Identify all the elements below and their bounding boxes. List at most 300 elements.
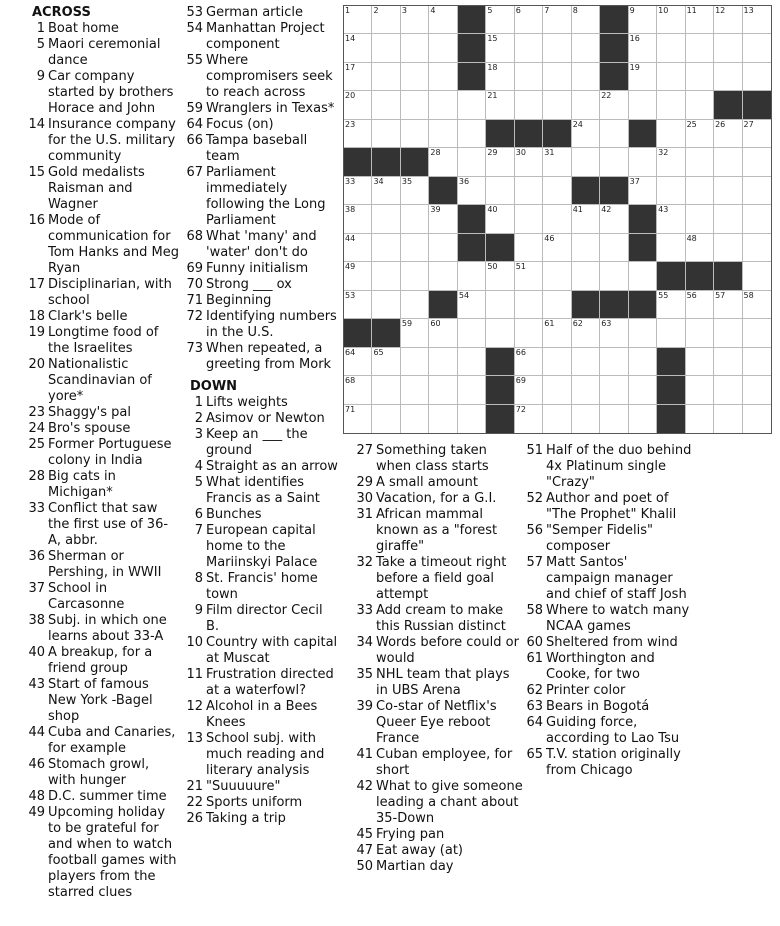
across-clue[interactable] (28, 725, 180, 757)
grid-cell[interactable] (600, 91, 628, 119)
grid-cell[interactable] (657, 234, 685, 262)
clue-text: Upcoming holiday to be grateful for and when to watch football games with players from the starred clues (48, 805, 177, 900)
grid-cell[interactable] (458, 177, 486, 205)
grid-cell[interactable] (629, 34, 657, 62)
grid-cell[interactable] (543, 348, 571, 376)
grid-cell[interactable] (429, 91, 457, 119)
down-clue[interactable] (526, 555, 694, 603)
grid-cell[interactable] (572, 6, 600, 34)
grid-cell[interactable] (543, 291, 571, 319)
grid-cell[interactable] (401, 63, 429, 91)
across-clue[interactable] (28, 165, 180, 213)
grid-cell[interactable] (543, 405, 571, 433)
grid-cell[interactable] (429, 205, 457, 233)
grid-cell[interactable] (344, 177, 372, 205)
grid-cell[interactable] (458, 291, 486, 319)
grid-cell[interactable] (458, 148, 486, 176)
grid-cell[interactable] (429, 63, 457, 91)
across-clue[interactable] (186, 309, 338, 341)
grid-cell[interactable] (401, 319, 429, 347)
grid-cell[interactable] (401, 34, 429, 62)
clue-text: What identifies Francis as a Saint (206, 475, 320, 506)
grid-cell[interactable] (686, 177, 714, 205)
across-clue[interactable] (28, 469, 180, 501)
down-clue[interactable] (186, 699, 338, 731)
grid-cell[interactable] (629, 148, 657, 176)
down-clue[interactable] (186, 395, 338, 411)
grid-cell[interactable] (429, 262, 457, 290)
clue-number: 7 (194, 523, 203, 538)
grid-cell[interactable] (743, 177, 771, 205)
grid-cell[interactable] (743, 291, 771, 319)
grid-cell[interactable] (543, 6, 571, 34)
grid-cell[interactable] (657, 177, 685, 205)
grid-cell[interactable] (515, 405, 543, 433)
grid-cell[interactable] (543, 234, 571, 262)
grid-cell[interactable] (572, 91, 600, 119)
grid-cell[interactable] (401, 91, 429, 119)
down-clue[interactable] (356, 699, 524, 747)
down-clue[interactable] (526, 635, 694, 651)
grid-cell[interactable] (486, 63, 514, 91)
grid-cell[interactable] (743, 34, 771, 62)
grid-cell[interactable] (429, 405, 457, 433)
grid-cell[interactable] (743, 234, 771, 262)
grid-cell[interactable] (344, 291, 372, 319)
down-clue[interactable] (356, 747, 524, 779)
grid-cell[interactable] (515, 63, 543, 91)
down-clue[interactable] (356, 555, 524, 603)
grid-cell[interactable] (372, 405, 400, 433)
grid-cell[interactable] (629, 177, 657, 205)
grid-cell[interactable] (401, 205, 429, 233)
grid-cell[interactable] (372, 63, 400, 91)
grid-cell[interactable] (515, 234, 543, 262)
grid-cell[interactable] (686, 405, 714, 433)
grid-cell[interactable] (686, 376, 714, 404)
down-clue[interactable] (526, 491, 694, 523)
grid-cell[interactable] (714, 348, 742, 376)
down-clue[interactable] (356, 491, 524, 507)
grid-cell[interactable] (486, 91, 514, 119)
grid-cell[interactable] (686, 234, 714, 262)
grid-cell[interactable] (686, 120, 714, 148)
grid-cell[interactable] (344, 6, 372, 34)
grid-cell[interactable] (714, 177, 742, 205)
grid-cell[interactable] (572, 63, 600, 91)
cell-number: 68 (345, 376, 356, 386)
down-clue[interactable] (186, 459, 338, 475)
grid-cell[interactable] (686, 319, 714, 347)
grid-cell[interactable] (657, 148, 685, 176)
down-clue[interactable] (186, 411, 338, 427)
down-clue[interactable] (186, 635, 338, 667)
grid-cell[interactable] (629, 6, 657, 34)
cell-number: 60 (430, 319, 441, 329)
grid-cell[interactable] (344, 120, 372, 148)
grid-cell[interactable] (743, 348, 771, 376)
grid-cell[interactable] (543, 91, 571, 119)
grid-cell[interactable] (429, 319, 457, 347)
grid-cell[interactable] (486, 205, 514, 233)
clue-number: 65 (526, 747, 543, 762)
grid-cell[interactable] (486, 6, 514, 34)
down-clue[interactable] (356, 443, 524, 475)
grid-cell[interactable] (629, 262, 657, 290)
grid-cell[interactable] (344, 348, 372, 376)
grid-cell[interactable] (486, 262, 514, 290)
grid-cell[interactable] (572, 405, 600, 433)
down-clue[interactable] (186, 603, 338, 635)
down-clue[interactable] (186, 475, 338, 507)
grid-cell[interactable] (543, 262, 571, 290)
grid-cell[interactable] (515, 376, 543, 404)
grid-cell[interactable] (686, 91, 714, 119)
grid-cell[interactable] (344, 91, 372, 119)
across-clue[interactable] (28, 405, 180, 421)
grid-cell[interactable] (429, 120, 457, 148)
grid-cell[interactable] (572, 262, 600, 290)
grid-cell[interactable] (572, 376, 600, 404)
grid-cell[interactable] (600, 148, 628, 176)
grid-cell[interactable] (372, 234, 400, 262)
clue-text: Country with capital at Muscat (206, 635, 338, 666)
across-clue[interactable] (186, 261, 338, 277)
grid-cell[interactable] (543, 376, 571, 404)
across-clue[interactable] (186, 101, 338, 117)
grid-cell[interactable] (429, 6, 457, 34)
grid-cell[interactable] (372, 376, 400, 404)
grid-cell[interactable] (458, 120, 486, 148)
across-clue[interactable] (186, 21, 338, 53)
grid-cell[interactable] (458, 319, 486, 347)
grid-cell[interactable] (600, 262, 628, 290)
cell-number: 21 (487, 91, 498, 101)
across-clue[interactable] (28, 37, 180, 69)
grid-cell[interactable] (515, 319, 543, 347)
grid-cell[interactable] (429, 376, 457, 404)
grid-cell[interactable] (344, 262, 372, 290)
grid-cell[interactable] (743, 148, 771, 176)
grid-cell[interactable] (743, 319, 771, 347)
grid-cell[interactable] (714, 291, 742, 319)
clue-number: 2 (194, 411, 203, 426)
clue-text: Focus (on) (206, 117, 274, 132)
grid-cell[interactable] (515, 91, 543, 119)
grid-cell[interactable] (743, 120, 771, 148)
grid-cell[interactable] (600, 234, 628, 262)
down-clue[interactable] (186, 427, 338, 459)
grid-cell[interactable] (458, 348, 486, 376)
grid-cell[interactable] (515, 205, 543, 233)
grid-cell[interactable] (743, 63, 771, 91)
grid-cell[interactable] (600, 376, 628, 404)
across-clue[interactable] (186, 5, 338, 21)
grid-cell[interactable] (543, 148, 571, 176)
across-clue[interactable] (28, 645, 180, 677)
down-clue[interactable] (526, 523, 694, 555)
grid-cell[interactable] (401, 6, 429, 34)
across-clue[interactable] (186, 293, 338, 309)
grid-cell[interactable] (372, 348, 400, 376)
grid-cell[interactable] (458, 376, 486, 404)
down-clue[interactable] (526, 747, 694, 779)
down-clue[interactable] (186, 667, 338, 699)
grid-cell[interactable] (686, 6, 714, 34)
across-clue[interactable] (28, 117, 180, 165)
cell-number: 5 (487, 6, 493, 15)
grid-cell[interactable] (657, 291, 685, 319)
grid-cell[interactable] (572, 348, 600, 376)
down-clue[interactable] (356, 859, 524, 875)
grid-cell[interactable] (714, 148, 742, 176)
across-clue[interactable] (28, 501, 180, 549)
grid-cell[interactable] (515, 148, 543, 176)
grid-cell[interactable] (714, 6, 742, 34)
across-clue[interactable] (28, 213, 180, 277)
grid-cell[interactable] (515, 6, 543, 34)
grid-cell[interactable] (743, 405, 771, 433)
across-clue[interactable] (28, 789, 180, 805)
down-clue[interactable] (186, 779, 338, 795)
grid-cell[interactable] (401, 291, 429, 319)
cell-number: 59 (401, 319, 413, 329)
grid-cell[interactable] (515, 348, 543, 376)
grid-block (458, 63, 486, 91)
grid-cell[interactable] (515, 177, 543, 205)
grid-block (458, 234, 486, 262)
down-clue[interactable] (356, 667, 524, 699)
grid-cell[interactable] (458, 91, 486, 119)
cell-number: 66 (515, 347, 526, 357)
down-clue[interactable] (356, 475, 524, 491)
grid-cell[interactable] (600, 319, 628, 347)
down-clue[interactable] (526, 443, 694, 491)
grid-cell[interactable] (572, 120, 600, 148)
grid-cell[interactable] (629, 319, 657, 347)
grid-cell[interactable] (486, 177, 514, 205)
across-clue[interactable] (186, 133, 338, 165)
grid-cell[interactable] (657, 63, 685, 91)
grid-cell[interactable] (572, 234, 600, 262)
down-clue-list (186, 395, 338, 827)
across-clue[interactable] (186, 53, 338, 101)
down-clue[interactable] (186, 523, 338, 571)
grid-cell[interactable] (344, 63, 372, 91)
grid-cell[interactable] (714, 405, 742, 433)
grid-cell[interactable] (743, 262, 771, 290)
grid-cell[interactable] (458, 405, 486, 433)
grid-cell[interactable] (657, 6, 685, 34)
grid-cell[interactable] (344, 34, 372, 62)
clue-text: A small amount (376, 475, 478, 490)
grid-cell[interactable] (714, 120, 742, 148)
grid-cell[interactable] (600, 205, 628, 233)
grid-cell[interactable] (372, 262, 400, 290)
grid-cell[interactable] (572, 319, 600, 347)
grid-cell[interactable] (543, 177, 571, 205)
grid-cell[interactable] (600, 120, 628, 148)
clue-number: 59 (186, 101, 203, 116)
grid-cell[interactable] (486, 319, 514, 347)
across-clue[interactable] (186, 117, 338, 133)
grid-cell[interactable] (657, 120, 685, 148)
grid-cell[interactable] (401, 234, 429, 262)
grid-cell[interactable] (600, 348, 628, 376)
grid-cell[interactable] (429, 34, 457, 62)
grid-cell[interactable] (657, 319, 685, 347)
grid-cell[interactable] (743, 205, 771, 233)
grid-cell[interactable] (401, 405, 429, 433)
grid-cell[interactable] (372, 205, 400, 233)
grid-cell[interactable] (686, 63, 714, 91)
grid-cell[interactable] (486, 34, 514, 62)
across-clue[interactable] (28, 309, 180, 325)
down-clue[interactable] (186, 811, 338, 827)
clue-number: 69 (186, 261, 203, 276)
grid-cell[interactable] (686, 348, 714, 376)
grid-cell[interactable] (743, 6, 771, 34)
grid-cell[interactable] (714, 376, 742, 404)
across-clue[interactable] (28, 421, 180, 437)
grid-cell[interactable] (629, 91, 657, 119)
across-clue[interactable] (28, 613, 180, 645)
grid-block (629, 205, 657, 233)
clue-text: "Semper Fidelis" composer (546, 523, 653, 554)
clue-number: 42 (356, 779, 373, 794)
across-clue[interactable] (186, 341, 338, 373)
across-clue[interactable] (186, 229, 338, 261)
down-clue[interactable] (186, 571, 338, 603)
grid-cell[interactable] (686, 291, 714, 319)
grid-cell[interactable] (486, 148, 514, 176)
grid-cell[interactable] (686, 34, 714, 62)
grid-cell[interactable] (572, 148, 600, 176)
down-clue[interactable] (526, 651, 694, 683)
down-clue[interactable] (186, 731, 338, 779)
grid-cell[interactable] (372, 6, 400, 34)
grid-cell[interactable] (600, 405, 628, 433)
across-clue[interactable] (28, 677, 180, 725)
grid-cell[interactable] (629, 63, 657, 91)
grid-cell[interactable] (515, 34, 543, 62)
grid-cell[interactable] (543, 319, 571, 347)
grid-cell[interactable] (429, 348, 457, 376)
across-clue[interactable] (28, 805, 180, 901)
across-clue[interactable] (28, 581, 180, 613)
grid-cell[interactable] (714, 34, 742, 62)
down-clue[interactable] (526, 715, 694, 747)
grid-cell[interactable] (401, 120, 429, 148)
clue-text: Words before could or would (376, 635, 519, 666)
cell-number: 32 (658, 148, 669, 158)
down-clue[interactable] (356, 843, 524, 859)
down-clue[interactable] (356, 507, 524, 555)
down-clue[interactable] (356, 635, 524, 667)
grid-cell[interactable] (515, 262, 543, 290)
clue-number: 54 (186, 21, 203, 36)
grid-cell[interactable] (714, 319, 742, 347)
clue-number: 3 (194, 427, 203, 442)
clue-number: 22 (186, 795, 203, 810)
across-clue[interactable] (28, 21, 180, 37)
clue-number: 11 (186, 667, 203, 682)
grid-cell[interactable] (372, 34, 400, 62)
down-clue[interactable] (356, 827, 524, 843)
grid-cell[interactable] (401, 262, 429, 290)
grid-cell[interactable] (344, 234, 372, 262)
across-clue[interactable] (28, 757, 180, 789)
down-clue[interactable] (526, 603, 694, 635)
across-clue[interactable] (28, 277, 180, 309)
clue-text: Eat away (at) (376, 843, 464, 858)
grid-cell[interactable] (401, 348, 429, 376)
grid-cell[interactable] (686, 205, 714, 233)
grid-cell[interactable] (372, 177, 400, 205)
grid-cell[interactable] (686, 148, 714, 176)
grid-cell[interactable] (629, 405, 657, 433)
across-clue[interactable] (28, 325, 180, 357)
cell-number: 4 (430, 6, 436, 15)
down-clue[interactable] (356, 779, 524, 827)
down-clue[interactable] (186, 507, 338, 523)
grid-cell[interactable] (629, 348, 657, 376)
grid-cell[interactable] (572, 205, 600, 233)
clue-number: 40 (28, 645, 45, 660)
grid-cell[interactable] (458, 262, 486, 290)
grid-cell[interactable] (429, 234, 457, 262)
grid-cell[interactable] (372, 91, 400, 119)
grid-cell[interactable] (486, 291, 514, 319)
across-clue[interactable] (28, 357, 180, 405)
grid-cell[interactable] (372, 120, 400, 148)
grid-cell[interactable] (657, 34, 685, 62)
grid-cell[interactable] (429, 148, 457, 176)
grid-cell[interactable] (344, 376, 372, 404)
grid-cell[interactable] (344, 205, 372, 233)
grid-cell[interactable] (629, 376, 657, 404)
grid-cell[interactable] (572, 34, 600, 62)
crossword-grid[interactable] (343, 5, 772, 434)
down-column-2 (356, 443, 524, 875)
down-clue[interactable] (186, 795, 338, 811)
grid-cell[interactable] (714, 205, 742, 233)
grid-cell[interactable] (543, 63, 571, 91)
down-clue[interactable] (526, 683, 694, 699)
grid-cell[interactable] (372, 291, 400, 319)
grid-cell[interactable] (657, 205, 685, 233)
across-clue[interactable] (28, 549, 180, 581)
grid-cell[interactable] (515, 291, 543, 319)
grid-cell[interactable] (743, 376, 771, 404)
grid-cell[interactable] (401, 177, 429, 205)
grid-cell[interactable] (401, 376, 429, 404)
grid-cell[interactable] (344, 405, 372, 433)
clue-text: Start of famous New York -Bagel shop (48, 677, 153, 724)
down-clue[interactable] (526, 699, 694, 715)
grid-cell[interactable] (543, 205, 571, 233)
across-clue[interactable] (186, 277, 338, 293)
clue-number: 5 (194, 475, 203, 490)
across-clue[interactable] (28, 69, 180, 117)
across-clue[interactable] (186, 165, 338, 229)
grid-cell[interactable] (543, 34, 571, 62)
grid-cell[interactable] (714, 63, 742, 91)
across-clue[interactable] (28, 437, 180, 469)
grid-cell[interactable] (714, 234, 742, 262)
down-clue[interactable] (356, 603, 524, 635)
grid-cell[interactable] (657, 91, 685, 119)
